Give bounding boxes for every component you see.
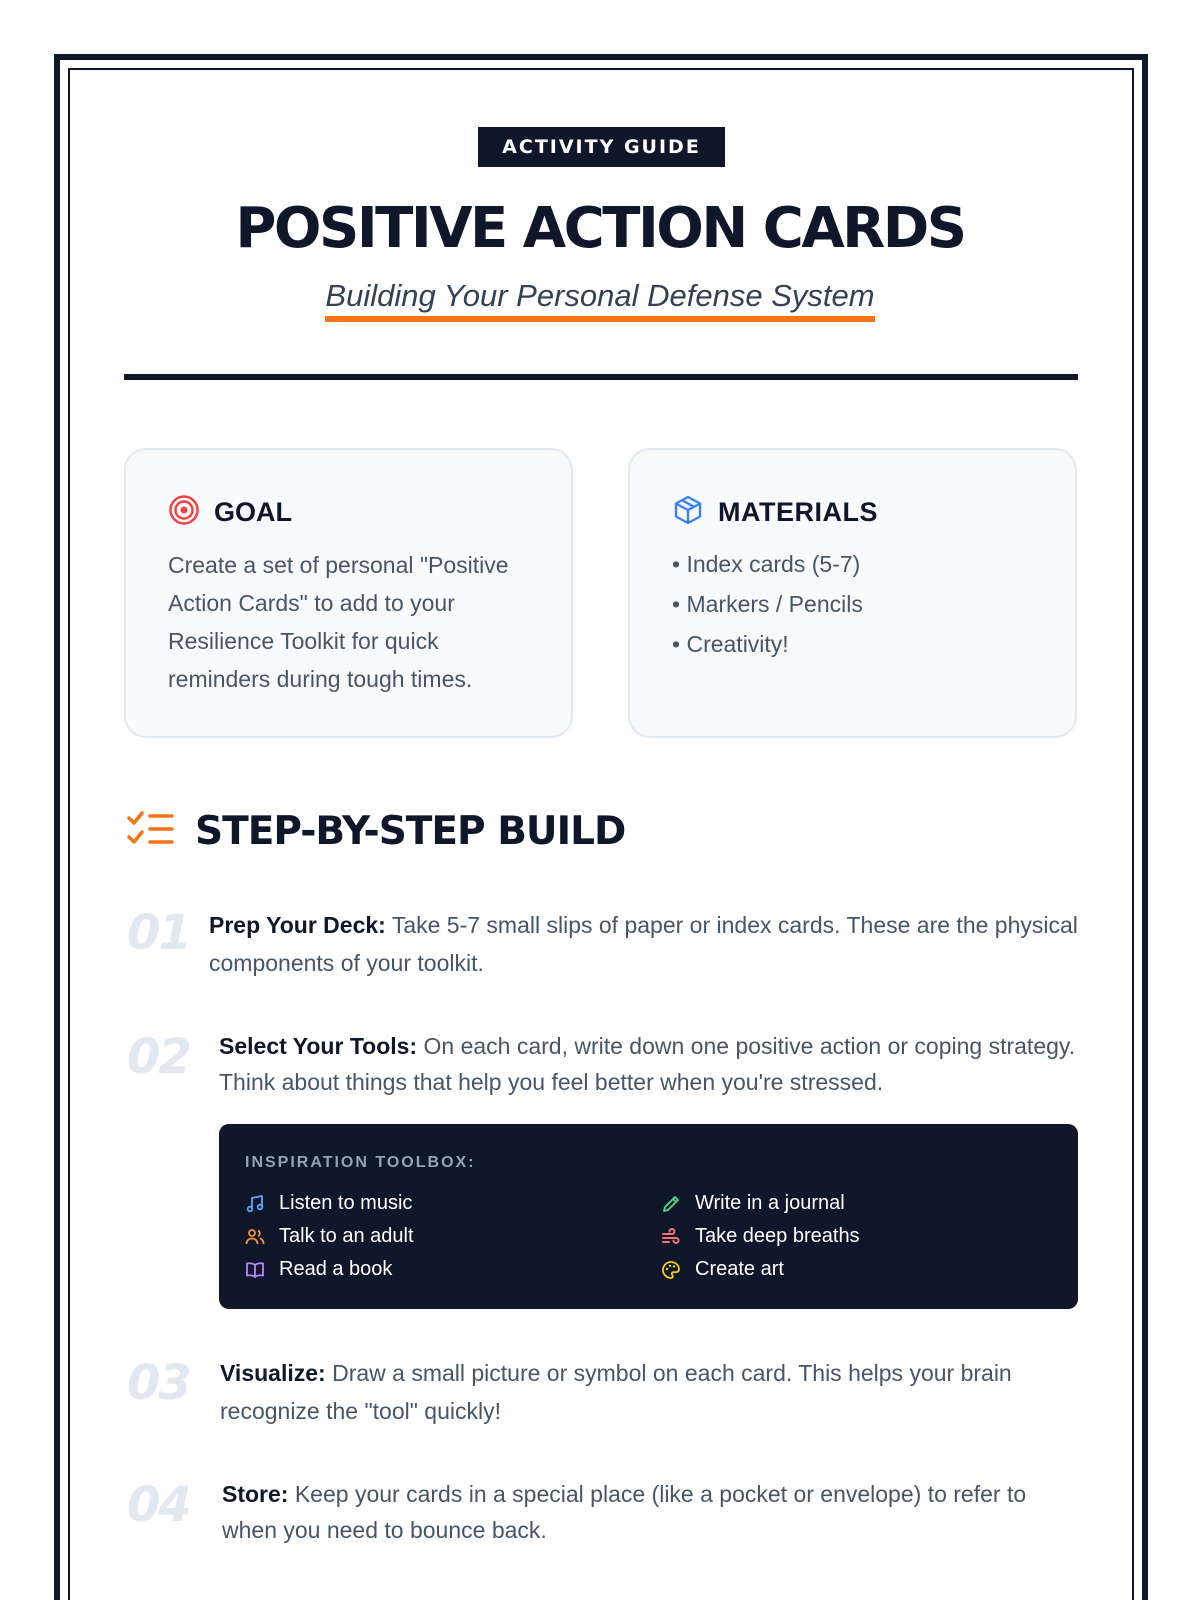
toolbox-item-label: Listen to music: [279, 1192, 413, 1214]
goal-card: [124, 448, 573, 738]
step-text: [219, 1028, 1089, 1100]
step-title: Select Your Tools:: [219, 1033, 418, 1059]
step-number: 02: [127, 1029, 190, 1085]
step-title: Store:: [222, 1481, 289, 1507]
step-text: [209, 906, 1089, 982]
page-title: POSITIVE ACTION CARDS: [235, 196, 965, 261]
toolbox-item-label: Read a book: [279, 1258, 393, 1280]
toolbox-item-label: Create art: [695, 1258, 784, 1280]
materials-card: [628, 448, 1077, 738]
toolbox-item: [661, 1258, 784, 1281]
steps-section-heading: [127, 808, 625, 856]
step-description: Draw a small picture or symbol on each card. This helps your brain recognize the "tool" quickly!: [220, 1360, 1012, 1424]
palette-icon: [661, 1260, 681, 1280]
inspiration-toolbox: [219, 1124, 1078, 1309]
book-icon: [245, 1260, 265, 1280]
step-description: Keep your cards in a special place (like a pocket or envelope) to refer to when you need to bounce back.: [222, 1481, 1027, 1543]
step-number: 04: [127, 1477, 190, 1533]
toolbox-item-label: Take deep breaths: [695, 1225, 860, 1247]
goal-heading: GOAL: [214, 497, 292, 527]
step-description: Take 5-7 small slips of paper or index cards. These are the physical components of your toolkit.: [209, 912, 1078, 976]
toolbox-item: [661, 1225, 860, 1248]
list-item: • Markers / Pencils: [672, 584, 863, 624]
toolbox-item: [245, 1258, 392, 1281]
checklist-icon: [127, 810, 175, 855]
steps-heading: STEP-BY-STEP BUILD: [195, 809, 626, 854]
target-icon: [168, 494, 200, 531]
list-item: • Creativity!: [672, 624, 863, 664]
toolbox-item: [661, 1192, 845, 1215]
toolbox-item: [245, 1225, 414, 1248]
page-subtitle: Building Your Personal Defense System: [325, 278, 874, 322]
list-item: • Index cards (5-7): [672, 544, 863, 584]
pencil-icon: [661, 1194, 681, 1214]
toolbox-item: [245, 1192, 412, 1215]
materials-heading: MATERIALS: [718, 497, 878, 527]
box-icon: [672, 494, 704, 531]
toolbox-title: INSPIRATION TOOLBOX:: [245, 1154, 476, 1171]
step-number: 03: [127, 1355, 190, 1411]
wind-icon: [661, 1227, 681, 1247]
toolbox-item-label: Talk to an adult: [279, 1225, 414, 1247]
step-title: Prep Your Deck:: [209, 912, 386, 938]
activity-guide-badge: ACTIVITY GUIDE: [478, 127, 725, 167]
step-description: On each card, write down one positive action or coping strategy. Think about things that help you feel better when you're stressed.: [219, 1033, 1076, 1095]
materials-list: [672, 544, 863, 664]
step-text: [222, 1476, 1082, 1548]
step-number: 01: [127, 905, 190, 961]
people-icon: [245, 1227, 265, 1247]
toolbox-item-label: Write in a journal: [695, 1192, 845, 1214]
music-note-icon: [245, 1194, 265, 1214]
step-title: Visualize:: [220, 1360, 326, 1386]
goal-text: Create a set of personal "Positive Action Cards" to add to your Resilience Toolkit for quick reminders during tough times.: [168, 552, 509, 692]
step-text: [220, 1354, 1090, 1430]
title-divider: [124, 374, 1078, 380]
